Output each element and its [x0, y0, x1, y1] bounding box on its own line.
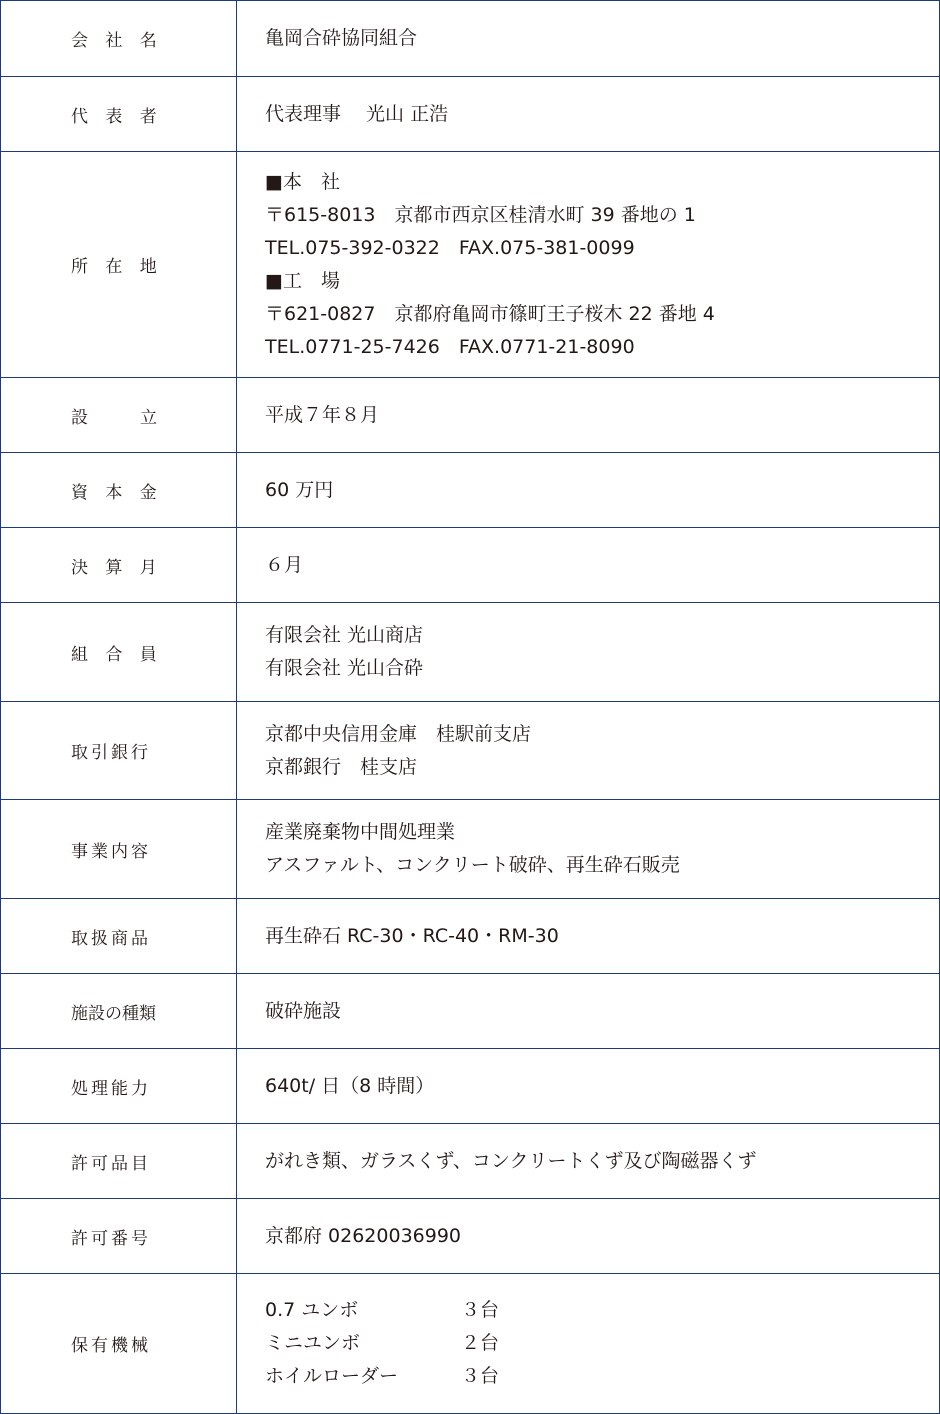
row-label: 組 合 員 [1, 603, 237, 701]
value-line: 京都銀行 桂支店 [265, 755, 418, 778]
value-line: 産業廃棄物中間処理業 [265, 821, 456, 843]
row-value [237, 1, 939, 76]
machine-item [265, 1327, 939, 1360]
table-row [1, 76, 939, 151]
table-row [1, 973, 939, 1048]
machine-list [237, 1274, 939, 1413]
row-value [237, 702, 939, 799]
machine-count: ３台 [461, 1365, 500, 1387]
row-value [237, 1124, 939, 1198]
value-line: 有限会社 光山合砕 [265, 657, 424, 679]
value-line: ■本 社 [265, 170, 340, 193]
row-label: 保有機械 [1, 1274, 237, 1413]
table-row [1, 799, 939, 898]
value-line: TEL.0771-25-7426 FAX.0771-21-8090 [265, 335, 635, 358]
value-line: 有限会社 光山商店 [265, 624, 424, 646]
value-line: 亀岡合砕協同組合 [265, 27, 418, 49]
value-line: がれき類、ガラスくず、コンクリートくず及び陶磁器くず [265, 1149, 757, 1172]
row-label: 施設の種類 [1, 974, 237, 1048]
row-value [237, 800, 939, 898]
row-label: 所 在 地 [1, 152, 237, 377]
machine-count: ２台 [461, 1332, 500, 1354]
row-label: 処理能力 [1, 1049, 237, 1123]
row-label: 決 算 月 [1, 528, 237, 602]
value-line: アスファルト、コンクリート破砕、再生砕石販売 [265, 854, 680, 876]
table-row [1, 1198, 939, 1273]
table-row [1, 701, 939, 799]
value-line: 〒621-0827 京都府亀岡市篠町王子桜木 22 番地 4 [265, 302, 715, 325]
row-value [237, 453, 939, 527]
row-label: 取引銀行 [1, 702, 237, 799]
machine-item [265, 1360, 939, 1393]
row-value [237, 1049, 939, 1123]
row-value [237, 899, 939, 973]
value-line: 再生砕石 RC-30・RC-40・RM-30 [265, 924, 559, 947]
value-line: ■工 場 [265, 269, 340, 292]
table-row [1, 527, 939, 602]
row-label: 事業内容 [1, 800, 237, 898]
row-label: 許可品目 [1, 1124, 237, 1198]
value-line: 破砕施設 [265, 999, 342, 1022]
value-line: 代表理事 光山 正浩 [265, 102, 449, 125]
table-row [1, 452, 939, 527]
value-line: 平成７年８月 [265, 403, 380, 426]
table-row [1, 898, 939, 973]
table-row [1, 151, 939, 377]
value-line: TEL.075-392-0322 FAX.075-381-0099 [265, 236, 635, 259]
row-label: 資 本 金 [1, 453, 237, 527]
row-label: 会 社 名 [1, 1, 237, 76]
machine-name: 0.7 ユンボ [265, 1299, 359, 1321]
table-row [1, 1123, 939, 1198]
row-label: 代 表 者 [1, 77, 237, 151]
table-row [1, 377, 939, 452]
row-value [237, 378, 939, 452]
row-label: 取扱商品 [1, 899, 237, 973]
table-row-machines [1, 1273, 939, 1413]
machine-item [265, 1294, 939, 1327]
row-value [237, 974, 939, 1048]
row-value [237, 77, 939, 151]
row-value [237, 152, 939, 377]
row-value [237, 528, 939, 602]
row-label: 設 立 [1, 378, 237, 452]
value-line: 640t/ 日（8 時間） [265, 1074, 435, 1097]
value-line: 京都中央信用金庫 桂駅前支店 [265, 722, 532, 745]
value-line: 60 万円 [265, 478, 334, 501]
machine-count: ３台 [461, 1299, 500, 1321]
row-value [237, 1199, 939, 1273]
table-row [1, 602, 939, 701]
table-row [1, 1, 939, 76]
machine-name: ミニユンボ [265, 1332, 361, 1354]
machine-name: ホイルローダー [265, 1365, 399, 1387]
value-line: ６月 [265, 553, 304, 576]
row-value [237, 603, 939, 701]
row-label: 許可番号 [1, 1199, 237, 1273]
table-row [1, 1048, 939, 1123]
value-line: 京都府 02620036990 [265, 1224, 462, 1247]
value-line: 〒615-8013 京都市西京区桂清水町 39 番地の 1 [265, 203, 696, 226]
